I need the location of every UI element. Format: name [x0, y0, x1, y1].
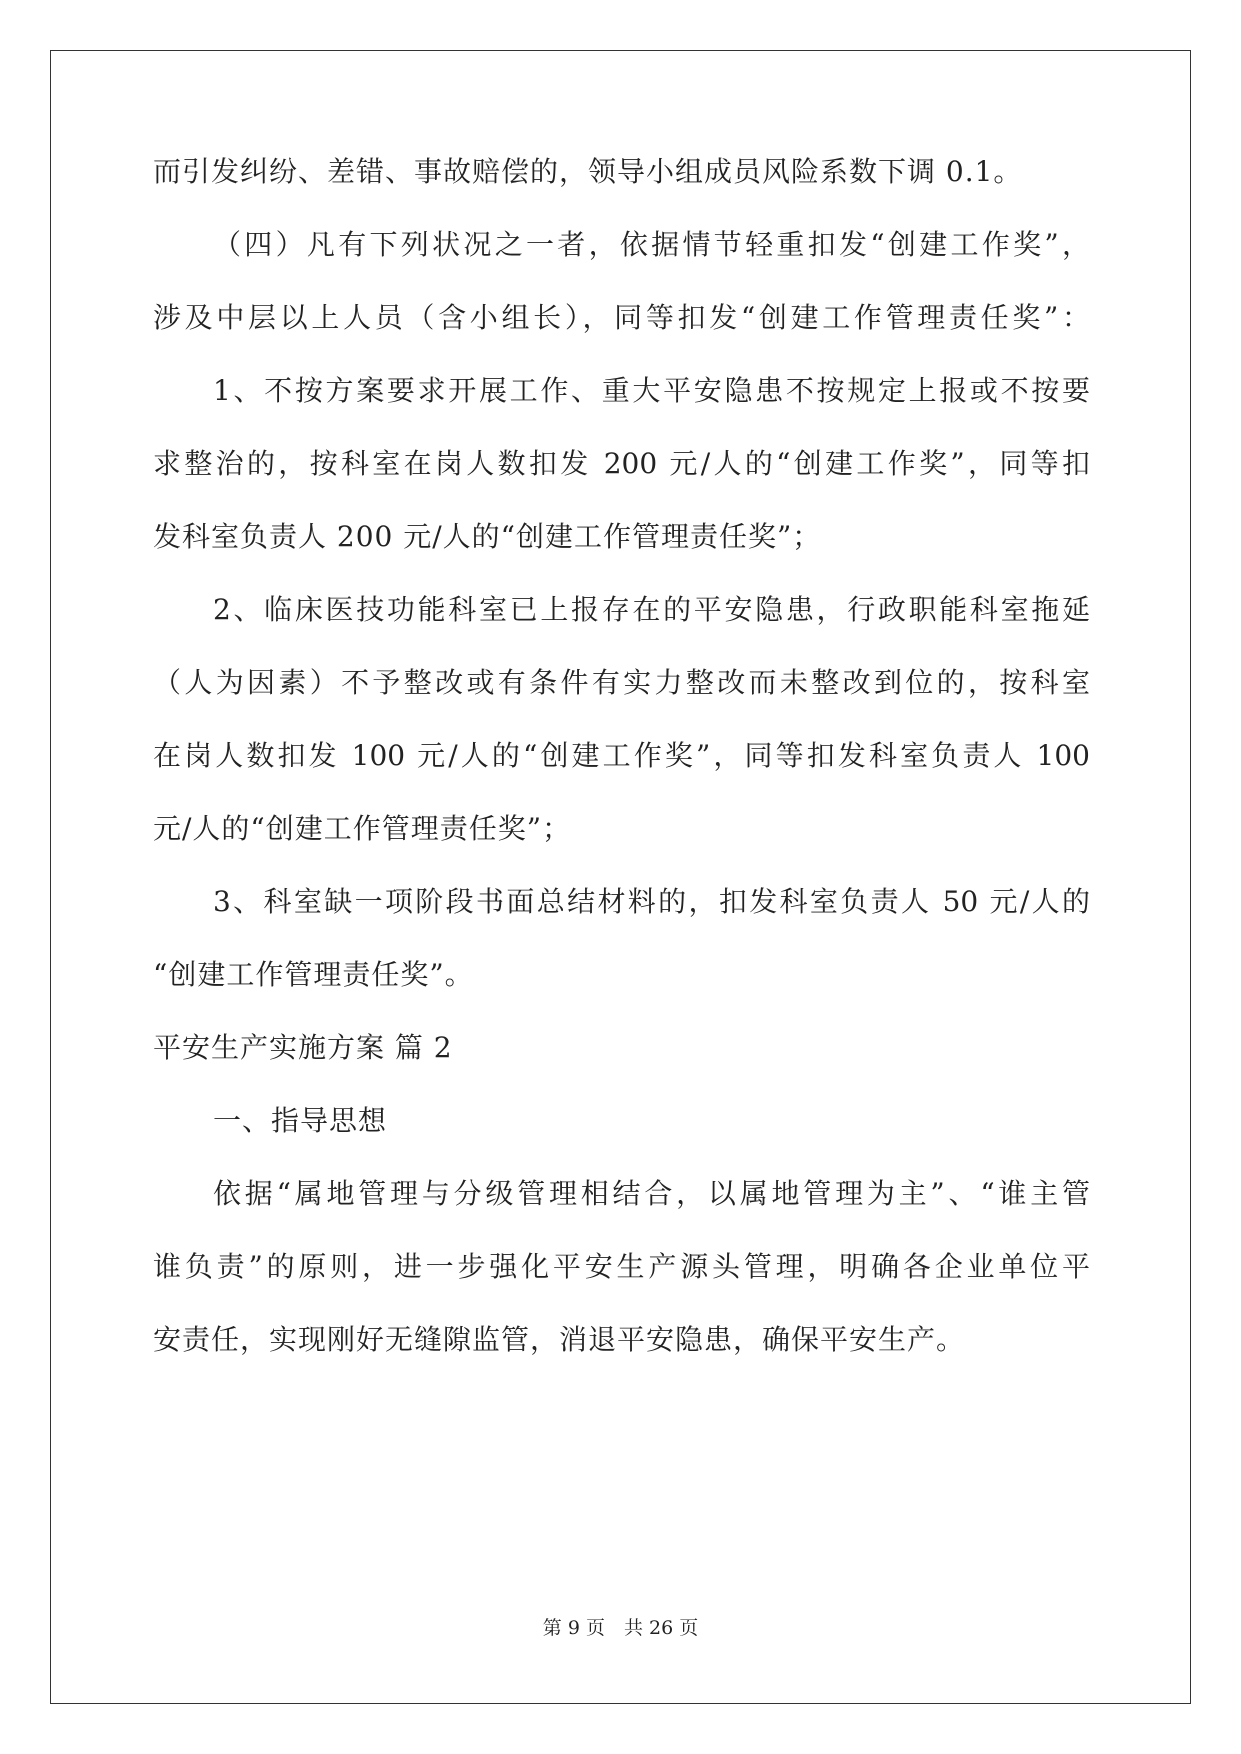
page-footer: 第 9 页 共 26 页 [542, 1617, 699, 1639]
paragraph-line-15: 安责任，实现刚好无缝隙监管，消退平安隐患，确保平安生产。 [153, 1323, 966, 1356]
page-border [50, 50, 1191, 1704]
paragraph-line-8: （人为因素）不予整改或有条件有实力整改而未整改到位的，按科室 [153, 666, 1090, 699]
subsection-heading: 一、指导思想 [213, 1104, 388, 1137]
paragraph-line-9: 在岗人数扣发 100 元/人的“创建工作奖”，同等扣发科室负责人 100 [153, 739, 1090, 772]
paragraph-line-12: “创建工作管理责任奖”。 [153, 958, 474, 991]
paragraph-line-1: 而引发纠纷、差错、事故赔偿的，领导小组成员风险系数下调 0.1。 [153, 155, 1023, 188]
paragraph-line-10: 元/人的“创建工作管理责任奖”； [153, 812, 572, 845]
section-heading: 平安生产实施方案 篇 2 [153, 1031, 453, 1064]
paragraph-line-5: 求整治的，按科室在岗人数扣发 200 元/人的“创建工作奖”，同等扣 [153, 447, 1090, 480]
paragraph-line-4: 1、不按方案要求开展工作、重大平安隐患不按规定上报或不按要 [213, 374, 1090, 407]
paragraph-line-6: 发科室负责人 200 元/人的“创建工作管理责任奖”； [153, 520, 822, 553]
paragraph-line-14: 谁负责”的原则，进一步强化平安生产源头管理，明确各企业单位平 [153, 1250, 1090, 1283]
paragraph-line-3: 涉及中层以上人员（含小组长），同等扣发“创建工作管理责任奖”： [153, 301, 1090, 334]
paragraph-line-13: 依据“属地管理与分级管理相结合，以属地管理为主”、“谁主管 [213, 1177, 1090, 1210]
paragraph-line-11: 3、科室缺一项阶段书面总结材料的，扣发科室负责人 50 元/人的 [213, 885, 1090, 918]
paragraph-line-2: （四）凡有下列状况之一者，依据情节轻重扣发“创建工作奖”， [213, 228, 1090, 261]
paragraph-line-7: 2、临床医技功能科室已上报存在的平安隐患，行政职能科室拖延 [213, 593, 1090, 626]
